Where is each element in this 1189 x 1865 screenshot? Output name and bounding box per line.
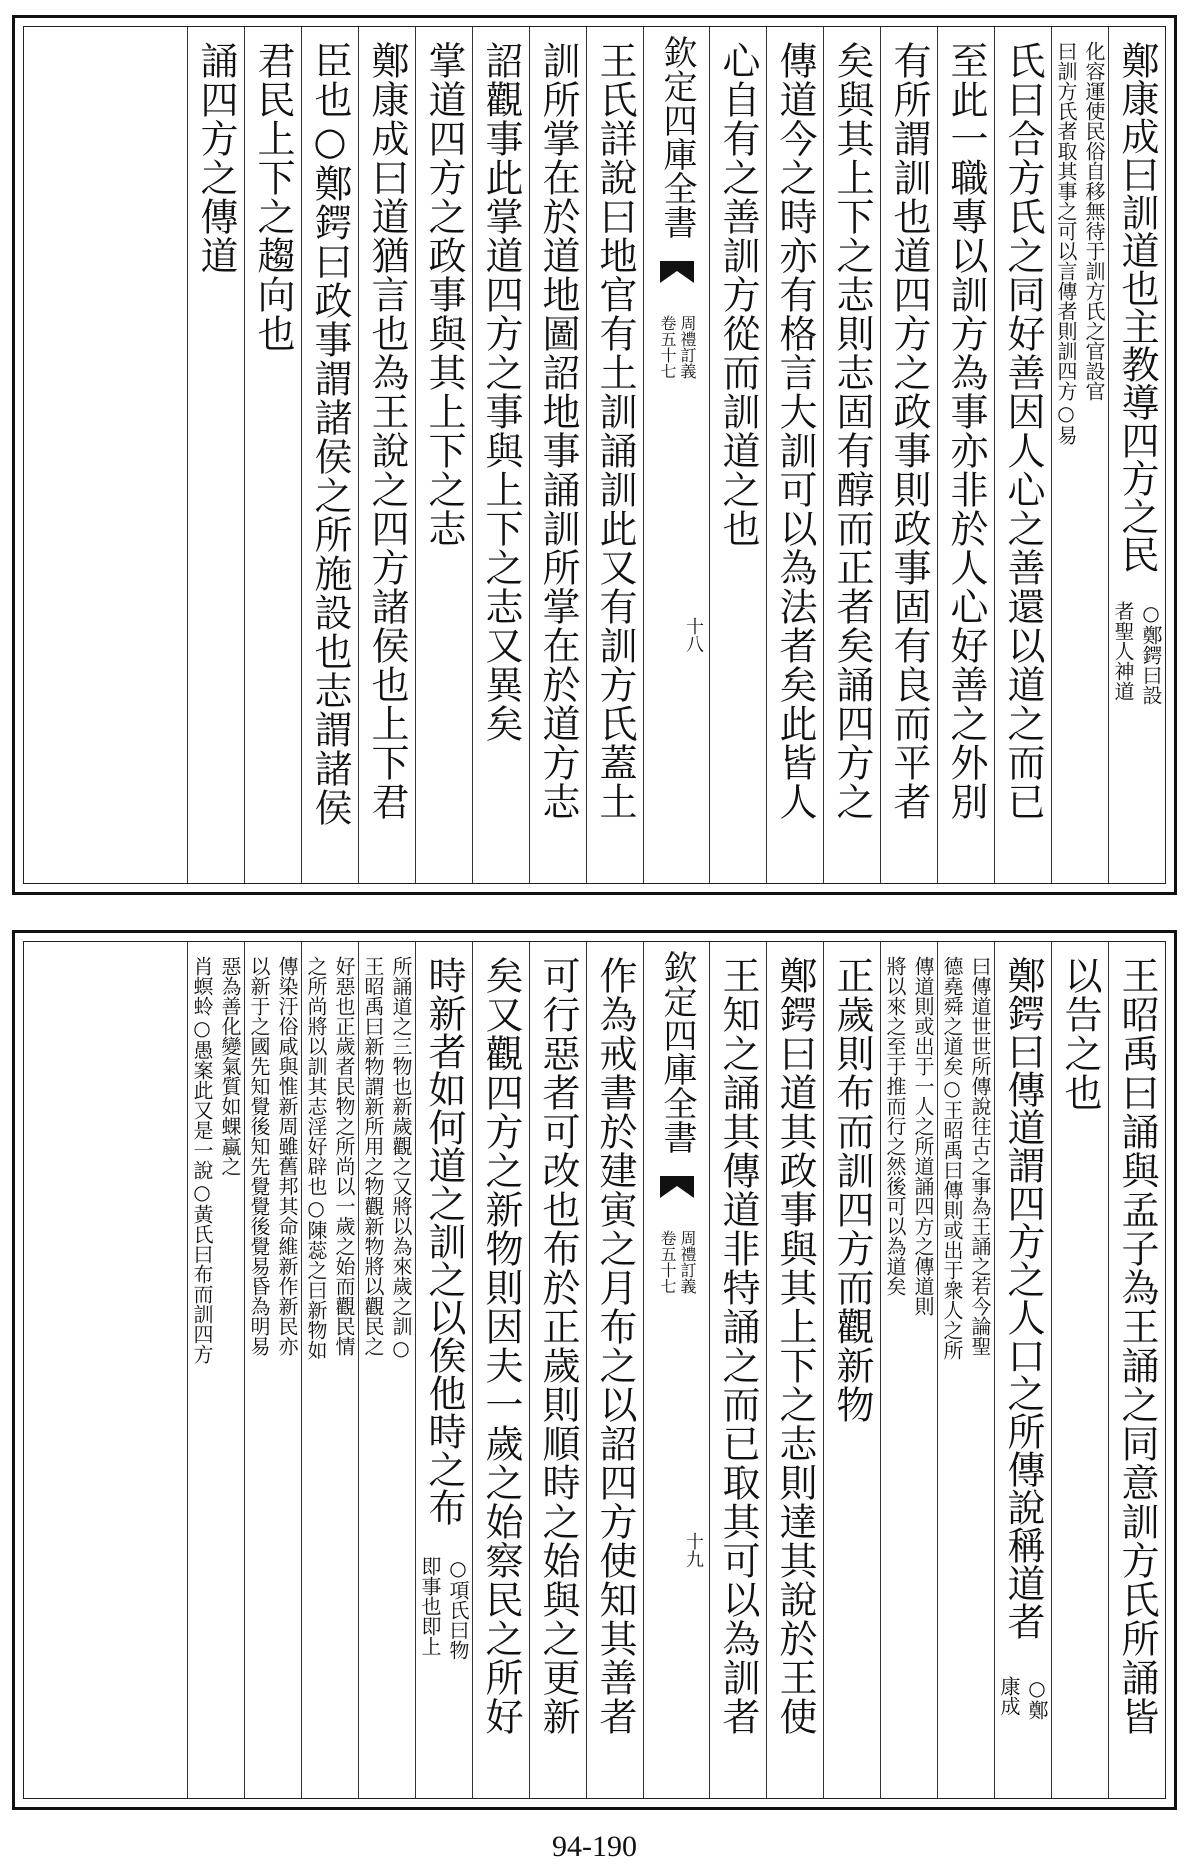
text-column (529, 27, 586, 883)
column-text: 王知之誦其傳道非特誦之而已取其可以為訓者 (716, 956, 760, 1736)
column-text: 鄭鍔曰傳道謂四方之人口之所傳說稱道者 (1001, 956, 1045, 1640)
column-text: 矣與其上下之志則志固有醇而正者矣誦四方之 (830, 41, 874, 821)
text-column (709, 942, 766, 1798)
fishtail-mark-icon (658, 1174, 696, 1200)
column-text: 心自有之善訓方從而訓道之也 (716, 41, 760, 548)
mixed-column (994, 942, 1051, 1798)
section-title: 周禮訂義 (678, 1230, 697, 1294)
bottom-page (12, 930, 1177, 1810)
column-text: 可行惡者可改也布於正歲則順時之始與之更新 (536, 956, 580, 1736)
annotation-line: 王昭禹曰新物謂新所用之物觀新物將以觀民之 (361, 956, 385, 1356)
annotation-line: 將以來之至于推而行之然後可以為道矣 (883, 956, 907, 1296)
column-text: 矣又觀四方之新物則因夫一歲之始察民之所好 (479, 956, 523, 1736)
section-title: 周禮訂義 (678, 315, 697, 379)
column-text: 詔觀事此掌道四方之事與上下之志又異矣 (479, 41, 523, 743)
column-text: 正歲則布而訓四方而觀新物 (830, 956, 874, 1424)
annotation-line: 惡為善化變氣質如蜾蠃之 (218, 956, 242, 1176)
annotation-line: 曰訓方氏者取其事之可以言傳者則訓四方○易 (1054, 41, 1078, 445)
annotation-column (880, 942, 937, 1798)
column-text: 以告之也 (1058, 956, 1102, 1112)
column-text: 鄭鍔曰道其政事與其上下之志則達其說於王使 (773, 956, 817, 1736)
column-text: 誦四方之傳道 (194, 41, 238, 275)
annotation-line: 好惡也正歲者民物之所尚以一歲之始而觀民情 (332, 956, 356, 1356)
book-title: 欽定四庫全書 (657, 950, 697, 1154)
annotation-column (1051, 27, 1108, 883)
annotation-column (301, 942, 358, 1798)
text-column (586, 942, 643, 1798)
annotation-line: 康成 (997, 1676, 1021, 1716)
top-page-columns (24, 27, 1165, 883)
column-text: 王昭禹曰誦與孟子為王誦之同意訓方氏所誦皆 (1115, 956, 1159, 1736)
volume-label: 卷五十七 (658, 1230, 677, 1294)
section-meta (648, 1230, 706, 1294)
annotation-line: 之所尚將以訓其志淫好辟也○陳蕊之曰新物如 (304, 956, 328, 1360)
top-page (12, 15, 1177, 895)
bottom-page-columns (24, 942, 1165, 1798)
column-text: 至此一職專以訓方為事亦非於人心好善之外別 (944, 41, 988, 821)
text-column (994, 27, 1051, 883)
text-column (709, 27, 766, 883)
column-text: 王氏詳說曰地官有土訓誦訓此又有訓方氏蓋土 (593, 41, 637, 821)
annotation-line: 德堯舜之道矣○王昭禹曰傳則或出于衆人之所 (940, 956, 964, 1360)
text-column (1108, 942, 1165, 1798)
column-text: 氏曰合方氏之同好善因人心之善還以道之而已 (1001, 41, 1045, 821)
annotation-line: 所誦道之三物也新歲觀之又將以為來歲之訓○ (389, 956, 413, 1360)
top-page-frame (23, 26, 1166, 884)
annotation-pair (415, 1556, 472, 1660)
text-column (823, 942, 880, 1798)
column-text: 訓所掌在於道地圖詔地事誦訓所掌在於道方志 (536, 41, 580, 821)
text-column (472, 27, 529, 883)
fishtail-mark-icon (658, 259, 696, 285)
column-text: 君民上下之趨向也 (251, 41, 295, 353)
text-column (529, 942, 586, 1798)
mixed-column (415, 942, 472, 1798)
text-column (766, 942, 823, 1798)
annotation-column (937, 942, 994, 1798)
center-column (643, 27, 709, 883)
column-text: 臣也○鄭鍔曰政事謂諸侯之所施設也志謂諸侯 (308, 41, 352, 827)
annotation-pair (994, 1676, 1051, 1720)
mixed-column (1108, 27, 1165, 883)
annotation-line: ○項氏曰物 (446, 1556, 470, 1660)
annotation-line: ○鄭鍔曰設 (1139, 601, 1163, 705)
text-column (301, 27, 358, 883)
text-column (187, 27, 244, 883)
annotation-column (187, 942, 244, 1798)
annotation-column (244, 942, 301, 1798)
text-column (358, 27, 415, 883)
bottom-page-frame (23, 941, 1166, 1799)
annotation-line: 即事也即上 (418, 1556, 442, 1656)
text-column (823, 27, 880, 883)
book-title: 欽定四庫全書 (657, 35, 697, 239)
column-text: 鄭康成曰訓道也主教導四方之民 (1115, 41, 1159, 573)
center-column (643, 942, 709, 1798)
annotation-column (358, 942, 415, 1798)
annotation-line: 化容運使民俗自移無待于訓方氏之官設官 (1082, 41, 1106, 401)
annotation-line: 傳道則或出于一人之所道誦四方之傳道則 (911, 956, 935, 1316)
volume-label: 卷五十七 (658, 315, 677, 379)
annotation-line: 以新于之國先知覺後知先覺覺後覺易昏為明易 (247, 956, 271, 1356)
annotation-pair (1108, 601, 1165, 705)
leaf-number: 十八 (683, 617, 704, 653)
section-meta (648, 315, 706, 379)
column-text: 作為戒書於建寅之月布之以詔四方使知其善者 (593, 956, 637, 1736)
column-text: 掌道四方之政事與其上下之志 (422, 41, 466, 548)
annotation-line: 曰傳道世世所傳說往古之事為王誦之若今論聖 (968, 956, 992, 1356)
column-text: 有所謂訓也道四方之政事則政事固有良而平者 (887, 41, 931, 821)
text-column (766, 27, 823, 883)
text-column (1051, 942, 1108, 1798)
text-column (937, 27, 994, 883)
annotation-line: 肖螟蛉○愚案此又是一說○黃氏曰布而訓四方 (190, 956, 214, 1364)
text-column (415, 27, 472, 883)
annotation-line: 者聖人神道 (1111, 601, 1135, 701)
column-text: 時新者如何道之訓之以俟他時之布 (422, 956, 466, 1526)
text-column (472, 942, 529, 1798)
text-column (244, 27, 301, 883)
text-column (880, 27, 937, 883)
annotation-line: 傳染汙俗咸與惟新周雖舊邦其命維新作新民亦 (275, 956, 299, 1356)
annotation-line: ○鄭 (1025, 1676, 1049, 1720)
text-column (586, 27, 643, 883)
leaf-number: 十九 (683, 1532, 704, 1568)
column-text: 鄭康成曰道猶言也為王說之四方諸侯也上下君 (365, 41, 409, 821)
page-code: 94-190 (552, 1830, 637, 1863)
column-text: 傳道今之時亦有格言大訓可以為法者矣此皆人 (773, 41, 817, 821)
